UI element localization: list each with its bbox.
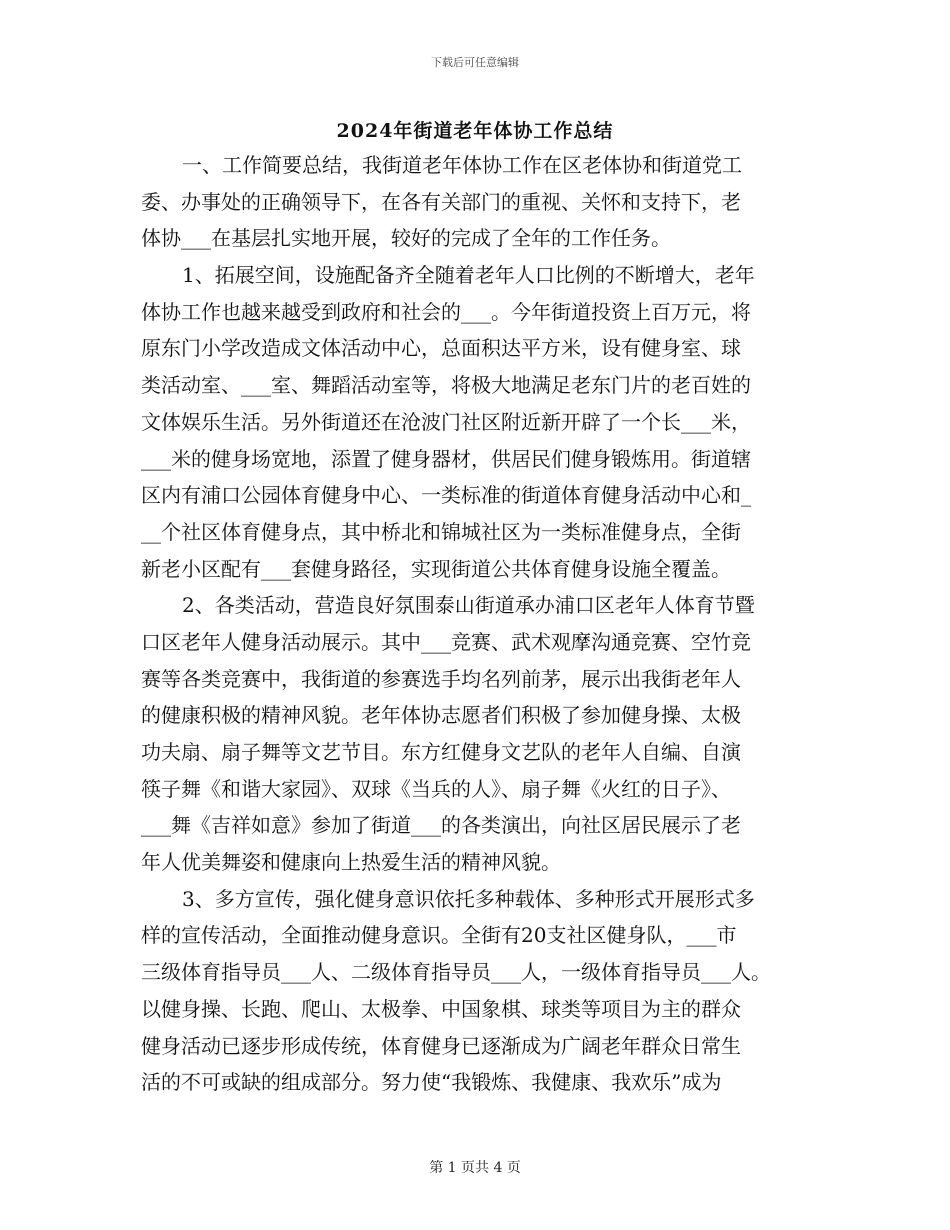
paragraph-line: 区内有浦口公园体育健身中心、一类标准的街道体育健身活动中心和_ bbox=[141, 483, 751, 508]
paragraph-line: 3、多方宣传，强化健身意识依托多种载体、多种形式开展形式多 bbox=[182, 886, 755, 911]
paragraph-line: 委、办事处的正确领导下，在各有关部门的重视、关怀和支持下，老 bbox=[141, 189, 741, 214]
paragraph-line: 新老小区配有___套健身路径，实现街道公共体育健身设施全覆盖。 bbox=[141, 556, 731, 581]
paragraph-line: 口区老年人健身活动展示。其中___竞赛、武术观摩沟通竞赛、空竹竞 bbox=[141, 629, 751, 654]
page-number: 第 1 页共 4 页 bbox=[429, 1160, 521, 1176]
paragraph-line: ___舞《吉祥如意》参加了街道___的各类演出，向社区居民展示了老 bbox=[141, 813, 741, 838]
header-note: 下载后可任意编辑 bbox=[431, 56, 519, 69]
paragraph-line: 赛等各类竞赛中，我街道的参赛选手均名列前茅，展示出我街老年人 bbox=[141, 666, 741, 691]
paragraph-line: 体协___在基层扎实地开展，较好的完成了全年的工作任务。 bbox=[141, 226, 671, 251]
paragraph-line: 活的不可或缺的组成部分。努力使“我锻炼、我健康、我欢乐”成为 bbox=[141, 1070, 722, 1095]
paragraph-line: 样的宣传活动，全面推动健身意识。全街有20支社区健身队，___市 bbox=[141, 923, 737, 948]
paragraph-line: 年人优美舞姿和健康向上热爱生活的精神风貌。 bbox=[141, 850, 561, 875]
paragraph-line: 筷子舞《和谐大家园》、双球《当兵的人》、扇子舞《火红的日子》、 bbox=[141, 776, 731, 801]
document-body bbox=[141, 147, 821, 1101]
paragraph-line: 一、工作简要总结，我街道老年体协工作在区老体协和街道党工 bbox=[182, 153, 742, 177]
document-title: 2024年街道老年体协工作总结 bbox=[336, 120, 614, 142]
paragraph-line: 的健康积极的精神风貌。老年体协志愿者们积极了参加健身操、太极 bbox=[141, 703, 741, 728]
paragraph-line: 文体娱乐生活。另外街道还在沧波门社区附近新开辟了一个长___米， bbox=[141, 409, 751, 434]
paragraph-line: 类活动室、___室、舞蹈活动室等，将极大地满足老东门片的老百姓的 bbox=[141, 373, 751, 398]
paragraph-line: 三级体育指导员___人、二级体育指导员___人，一级体育指导员___人。 bbox=[141, 960, 771, 985]
paragraph-line: ___米的健身场宽地，添置了健身器材，供居民们健身锻炼用。街道辖 bbox=[141, 446, 751, 471]
paragraph-line: 1、拓展空间，设施配备齐全随着老年人口比例的不断增大，老年 bbox=[182, 263, 755, 288]
paragraph-line: 以健身操、长跑、爬山、太极拳、中国象棋、球类等项目为主的群众 bbox=[141, 996, 741, 1021]
paragraph-line: __个社区体育健身点，其中桥北和锦城社区为一类标准健身点，全街 bbox=[141, 519, 741, 544]
paragraph-line: 体协工作也越来越受到政府和社会的___。今年街道投资上百万元，将 bbox=[141, 299, 751, 324]
paragraph-line: 功夫扇、扇子舞等文艺节目。东方红健身文艺队的老年人自编、自演 bbox=[141, 740, 741, 764]
paragraph-line: 健身活动已逐步形成传统，体育健身已逐渐成为广阔老年群众日常生 bbox=[141, 1033, 741, 1058]
paragraph-line: 原东门小学改造成文体活动中心，总面积达平方米，设有健身室、球 bbox=[141, 336, 741, 361]
paragraph-line: 2、各类活动，营造良好氛围泰山街道承办浦口区老年人体育节暨 bbox=[182, 593, 755, 618]
